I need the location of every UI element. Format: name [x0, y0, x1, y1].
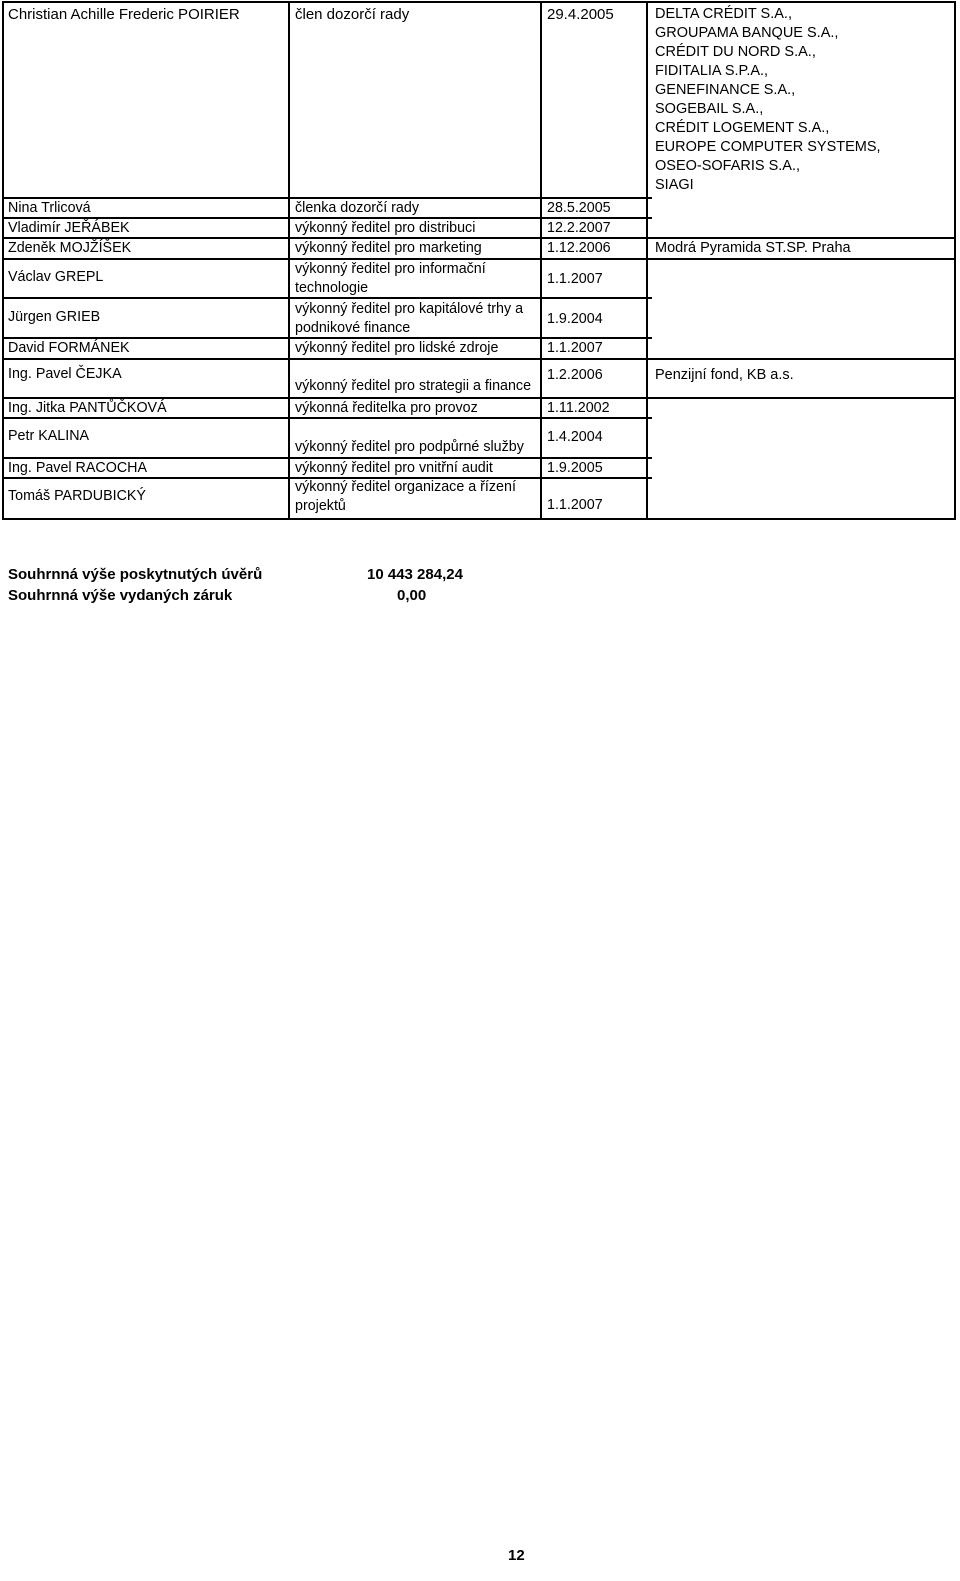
- member-role: výkonný ředitel pro podpůrné služby: [295, 439, 524, 455]
- member-date: 1.9.2004: [547, 311, 603, 327]
- row-divider: [4, 358, 954, 360]
- member-role: výkonný ředitel pro lidské zdroje: [295, 340, 499, 356]
- row-divider: [4, 337, 652, 339]
- member-role: výkonný ředitel pro kapitálové trhy a: [295, 301, 524, 317]
- guarantees-total-value: 0,00: [397, 587, 427, 604]
- member-name: Ing. Pavel RACOCHA: [8, 460, 148, 476]
- member-role: výkonný ředitel pro strategii a finance: [295, 378, 532, 394]
- member-role: výkonný ředitel pro informační: [295, 261, 486, 277]
- member-role: výkonný ředitel organizace a řízení: [295, 479, 516, 495]
- company-item: GENEFINANCE S.A.,: [655, 82, 796, 98]
- row-divider: [4, 457, 652, 459]
- company-item: GROUPAMA BANQUE S.A.,: [655, 25, 839, 41]
- column-divider: [540, 3, 542, 518]
- member-name: Christian Achille Frederic POIRIER: [8, 6, 240, 23]
- company-item: SIAGI: [655, 177, 694, 193]
- row-divider: [4, 237, 954, 239]
- member-date: 1.9.2005: [547, 460, 603, 476]
- column-divider: [288, 3, 290, 518]
- member-date: 1.1.2007: [547, 271, 603, 287]
- member-date: 29.4.2005: [547, 6, 614, 23]
- loans-total-label: Souhrnná výše poskytnutých úvěrů: [8, 566, 263, 583]
- member-date: 1.11.2002: [547, 400, 610, 416]
- member-name: Jürgen GRIEB: [8, 309, 101, 325]
- member-name: Zdeněk MOJŽÍŠEK: [8, 240, 132, 256]
- company-item: FIDITALIA S.P.A.,: [655, 63, 769, 79]
- member-role: výkonný ředitel pro marketing: [295, 240, 482, 256]
- member-date: 28.5.2005: [547, 200, 611, 216]
- member-date: 1.4.2004: [547, 429, 603, 445]
- member-role: technologie: [295, 280, 369, 296]
- member-name: Vladimír JEŘÁBEK: [8, 220, 130, 236]
- member-date: 1.1.2007: [547, 340, 603, 356]
- member-date: 1.2.2006: [547, 367, 603, 383]
- company-item: DELTA CRÉDIT S.A.,: [655, 6, 792, 22]
- member-name: Petr KALINA: [8, 428, 90, 444]
- member-name: Ing. Pavel ČEJKA: [8, 366, 122, 382]
- member-role: podnikové finance: [295, 320, 411, 336]
- company-item: CRÉDIT DU NORD S.A.,: [655, 44, 816, 60]
- company-item: OSEO-SOFARIS S.A.,: [655, 158, 801, 174]
- member-name: Ing. Jitka PANTŮČKOVÁ: [8, 400, 167, 416]
- column-divider: [646, 3, 648, 518]
- company-item: EUROPE COMPUTER SYSTEMS,: [655, 139, 881, 155]
- member-name: Tomáš PARDUBICKÝ: [8, 488, 146, 504]
- member-company: Penzijní fond, KB a.s.: [655, 367, 794, 383]
- row-divider: [4, 417, 652, 419]
- row-divider: [4, 297, 652, 299]
- member-role: výkonný ředitel pro vnitřní audit: [295, 460, 493, 476]
- member-name: David FORMÁNEK: [8, 340, 130, 356]
- row-divider: [4, 197, 652, 199]
- member-role: výkonná ředitelka pro provoz: [295, 400, 478, 416]
- member-company: Modrá Pyramida ST.SP. Praha: [655, 240, 851, 256]
- member-role: člen dozorčí rady: [295, 6, 410, 23]
- member-role: členka dozorčí rady: [295, 200, 419, 216]
- member-role: projektů: [295, 498, 346, 514]
- page-number: 12: [508, 1547, 525, 1564]
- member-name: Nina Trlicová: [8, 200, 91, 216]
- member-date: 1.1.2007: [547, 497, 603, 513]
- loans-total-value: 10 443 284,24: [367, 566, 463, 583]
- member-role: výkonný ředitel pro distribuci: [295, 220, 476, 236]
- row-divider: [4, 258, 954, 260]
- row-divider: [4, 397, 954, 399]
- guarantees-total-label: Souhrnná výše vydaných záruk: [8, 587, 233, 604]
- member-date: 1.12.2006: [547, 240, 611, 256]
- member-name: Václav GREPL: [8, 269, 104, 285]
- board-members-table: [2, 1, 956, 520]
- company-item: SOGEBAIL S.A.,: [655, 101, 764, 117]
- company-item: CRÉDIT LOGEMENT S.A.,: [655, 120, 830, 136]
- row-divider: [4, 217, 652, 219]
- member-date: 12.2.2007: [547, 220, 611, 236]
